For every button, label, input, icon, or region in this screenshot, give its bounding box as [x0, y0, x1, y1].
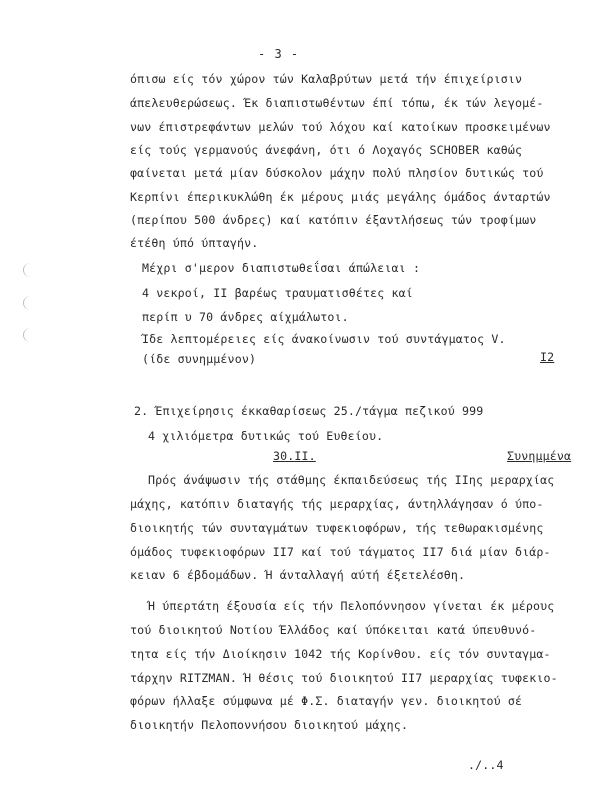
annex-label: Συνημμένα	[507, 449, 572, 463]
punch-hole-mark	[23, 296, 38, 310]
text-line: φόρων ήλλαξε σύμφωνα μέ Φ.Σ. διαταγήν γεν. διοικητού σέ	[130, 694, 523, 708]
text-line: φαίνεται μετά μίαν δύσκολον μάχην πολύ πλησίον δυτικώς τού	[130, 166, 544, 180]
annex-reference: (ίδε συνημμένον)	[142, 352, 257, 366]
text-line: διοικητήν Πελοποννήσου διοικητού μάχης.	[130, 718, 409, 732]
text-line: όπισω είς τόν χώρον τών Καλαβρύτων μετά τήν έπιχείρισιν	[130, 72, 523, 86]
page-number: - 3 -	[258, 47, 300, 61]
losses-line: περίπ υ 70 άνδρες αίχμάλωτοι.	[142, 310, 349, 324]
losses-title: Μέχρι σ'μερον διαπιστωθεΐσαι άπώλειαι :	[142, 261, 421, 275]
text-line: όμάδος τυφεκιοφόρων II7 καί τού τάγματος II7 διά μίαν διάρ-	[130, 545, 551, 559]
details-line: Ίδε λεπτομέρειες είς άνακοίνωσιν τού συντάγματος V.	[142, 332, 506, 346]
text-line: τάρχην RITZMAN. Ή θέσις τού διοικητού II7 μεραρχίας τυφεκιο-	[130, 671, 558, 685]
section-heading: 4 χιλιόμετρα δυτικώς τού Ευθείου.	[148, 429, 384, 443]
text-line: τητα είς τήν Διοίκησιν 1042 τής Κορίνθου. είς τόν συνταγμα-	[130, 647, 551, 661]
text-line: τού διοικητού Νοτίου Έλλάδος καί ύπόκειται κατά ύπευθυνό-	[130, 623, 537, 637]
punch-hole-mark	[23, 328, 38, 342]
text-line: είς τούς γερμανούς άνεφάνη, ότι ό Λοχαγός SCHOBER καθώς	[130, 143, 523, 157]
text-line: Πρός άνάψωσιν τής στάθμης έκπαιδεύσεως τής IIης μεραρχίας	[148, 473, 555, 487]
continuation-marker: ./..4	[468, 758, 504, 772]
losses-line: 4 νεκροί, ΙΙ βαρέως τραυματισθέτες καί	[142, 286, 413, 300]
text-line: Ή ύπερτάτη έξουσία είς τήν Πελοπόννησον γίνεται έκ μέρους	[148, 599, 555, 613]
text-line: διοικητής τών συνταγμάτων τυφεκιοφόρων, τής τεθωρακισμένης	[130, 521, 544, 535]
text-line: έτέθη ύπό ύπταγήν.	[130, 236, 259, 250]
margin-number: I2	[540, 350, 555, 364]
text-line: κειαν 6 έβδομάδων. Ή άνταλλαγή αύτή έξετελέσθη.	[130, 568, 466, 582]
section-heading: 2. Έπιχείρησις έκκαθαρίσεως 25./τάγμα πεζικού 999	[134, 404, 484, 418]
text-line: (περίπου 500 άνδρες) καί κατόπιν έξαντλήσεως τών τροφίμων	[130, 213, 537, 227]
punch-hole-mark	[23, 263, 38, 277]
entry-date: 30.II.	[273, 449, 316, 463]
text-line: νων έπιστρεφάντων μελών τού λόχου καί κατοίκων προσκειμένων	[130, 120, 551, 134]
text-line: Κερπίνι έπερικυκλώθη έκ μέρους μιάς μεγάλης όμάδος άνταρτών	[130, 190, 551, 204]
text-line: μάχης, κατόπιν διαταγής τής μεραρχίας, άντηλλάγησαν ό ύπο-	[130, 497, 544, 511]
text-line: άπελευθερώσεως. Έκ διαπιστωθέντων έπί τόπω, έκ τών λεγομέ-	[130, 96, 544, 110]
